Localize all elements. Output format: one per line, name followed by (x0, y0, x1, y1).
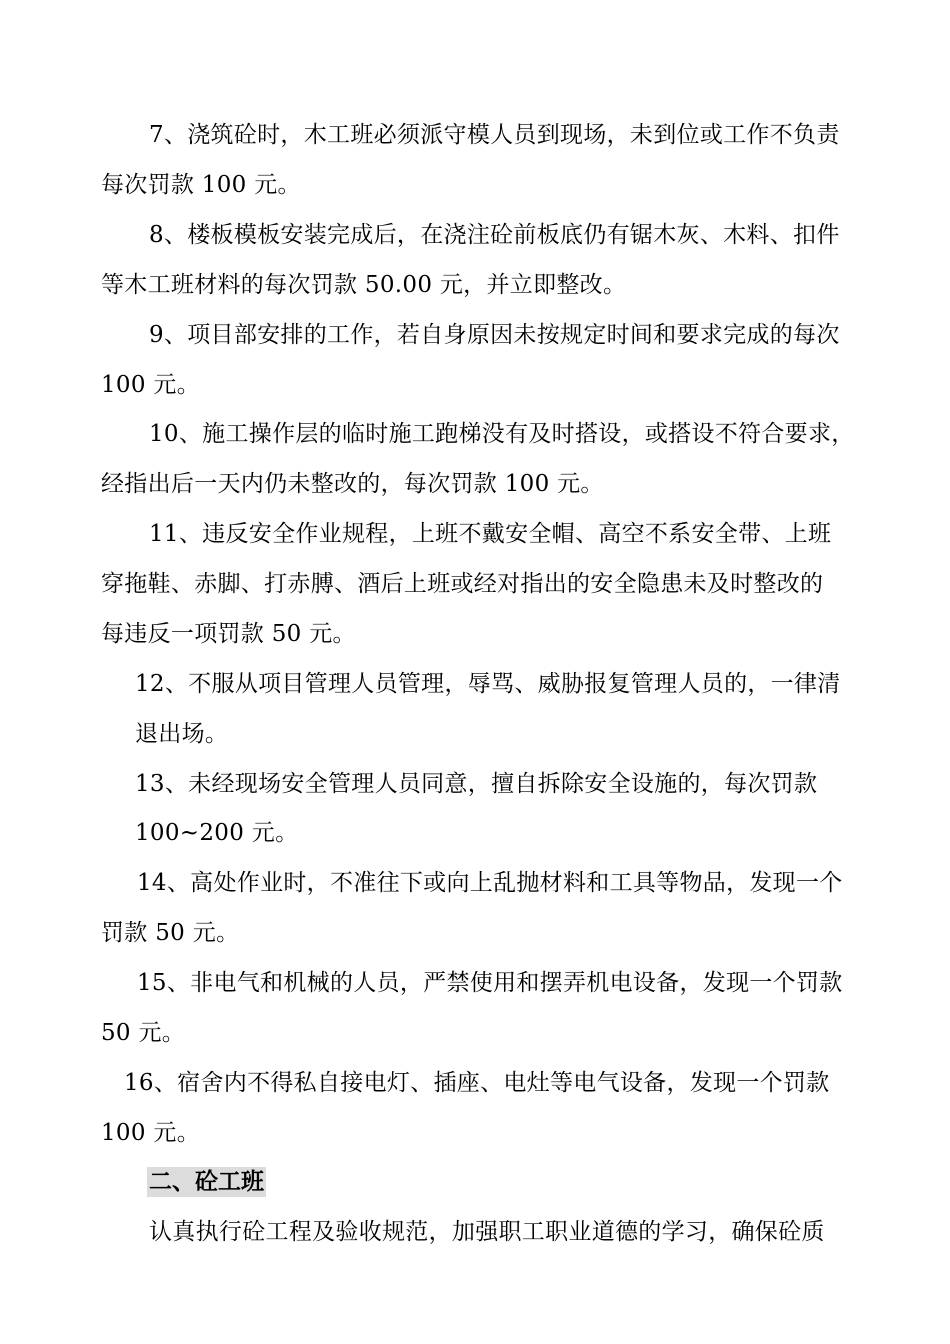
item-12-line-2: 退出场。 (135, 721, 229, 747)
item-8-line-2: 等木工班材料的每次罚款 50.00 元，并立即整改。 (101, 272, 627, 298)
item-7-line-1: 7、浇筑砼时，木工班必须派守模人员到现场，未到位或工作不负责 (149, 122, 840, 148)
item-14-line-1: 14、高处作业时，不准往下或向上乱抛材料和工具等物品，发现一个 (137, 870, 843, 896)
item-13-line-1: 13、未经现场安全管理人员同意，擅自拆除安全设施的，每次罚款 (135, 771, 818, 797)
item-10-line-1: 10、施工操作层的临时施工跑梯没有及时搭设，或搭设不符合要求， (149, 421, 855, 447)
item-15-line-2: 50 元。 (101, 1020, 186, 1046)
item-7-line-2: 每次罚款 100 元。 (101, 172, 301, 198)
section-intro: 认真执行砼工程及验收规范，加强职工职业道德的学习，确保砼质 (149, 1219, 825, 1245)
item-8-line-1: 8、楼板模板安装完成后，在浇注砼前板底仍有锯木灰、木料、扣件 (149, 222, 840, 248)
item-16-line-1: 16、宿舍内不得私自接电灯、插座、电灶等电气设备，发现一个罚款 (124, 1070, 830, 1096)
item-12-line-1: 12、不服从项目管理人员管理，辱骂、威胁报复管理人员的，一律清 (135, 671, 841, 697)
item-16-line-2: 100 元。 (101, 1120, 201, 1146)
item-14-line-2: 罚款 50 元。 (101, 920, 240, 946)
item-9-line-2: 100 元。 (101, 372, 201, 398)
item-15-line-1: 15、非电气和机械的人员，严禁使用和摆弄机电设备，发现一个罚款 (137, 970, 843, 996)
item-9-line-1: 9、项目部安排的工作，若自身原因未按规定时间和要求完成的每次 (149, 322, 840, 348)
item-13-line-2: 100~200 元。 (135, 820, 299, 846)
section-heading: 二、砼工班 (149, 1168, 264, 1195)
item-11-line-3: 每违反一项罚款 50 元。 (101, 621, 356, 647)
item-10-line-2: 经指出后一天内仍未整改的，每次罚款 100 元。 (101, 471, 604, 497)
item-11-line-1: 11、违反安全作业规程，上班不戴安全帽、高空不系安全带、上班 (149, 521, 832, 547)
item-11-line-2: 穿拖鞋、赤脚、打赤膊、酒后上班或经对指出的安全隐患未及时整改的 (101, 571, 824, 597)
